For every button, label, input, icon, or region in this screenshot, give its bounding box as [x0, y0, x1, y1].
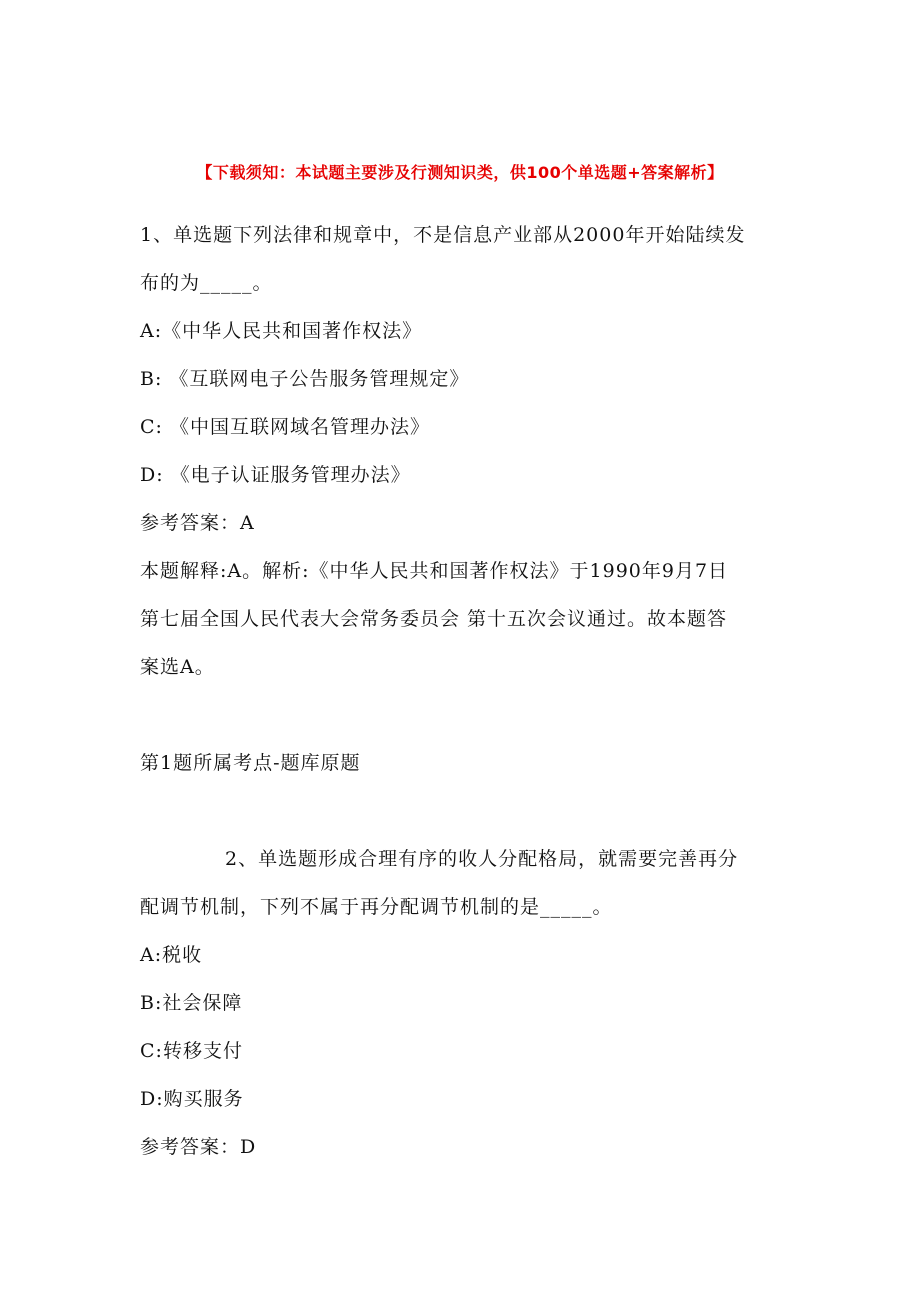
- q2-option-a: A:税收: [140, 944, 203, 966]
- q2-stem-line1: 2、单选题形成合理有序的收人分配格局，就需要完善再分: [225, 848, 739, 870]
- q2-option-c: C:转移支付: [140, 1040, 243, 1062]
- q2-option-b: B:社会保障: [140, 992, 243, 1014]
- q1-option-d: D: 《电子认证服务管理办法》: [140, 464, 411, 486]
- q1-explanation-line3: 案选A。: [140, 656, 215, 678]
- download-notice: 【下载须知：本试题主要涉及行测知识类，供100个单选题+答案解析】: [196, 163, 724, 182]
- q1-explanation-line1: 本题解释:A。解析:《中华人民共和国著作权法》于1990年9月7日: [140, 560, 729, 582]
- q1-option-c: C: 《中国互联网域名管理办法》: [140, 416, 430, 438]
- q1-stem-line1: 1、单选题下列法律和规章中，不是信息产业部从2000年开始陆续发: [140, 224, 746, 246]
- q1-topic: 第1题所属考点-题库原题: [140, 752, 361, 774]
- q1-option-a: A:《中华人民共和国著作权法》: [140, 320, 423, 342]
- q1-answer: 参考答案：A: [140, 512, 255, 534]
- q1-explanation-line2: 第七届全国人民代表大会常务委员会 第十五次会议通过。故本题答: [140, 608, 728, 630]
- q2-answer: 参考答案：D: [140, 1136, 257, 1158]
- q1-option-b: B: 《互联网电子公告服务管理规定》: [140, 368, 470, 390]
- q2-stem-line2: 配调节机制，下列不属于再分配调节机制的是_____。: [140, 896, 613, 918]
- q2-option-d: D:购买服务: [140, 1088, 244, 1110]
- q1-stem-line2: 布的为_____。: [140, 272, 273, 294]
